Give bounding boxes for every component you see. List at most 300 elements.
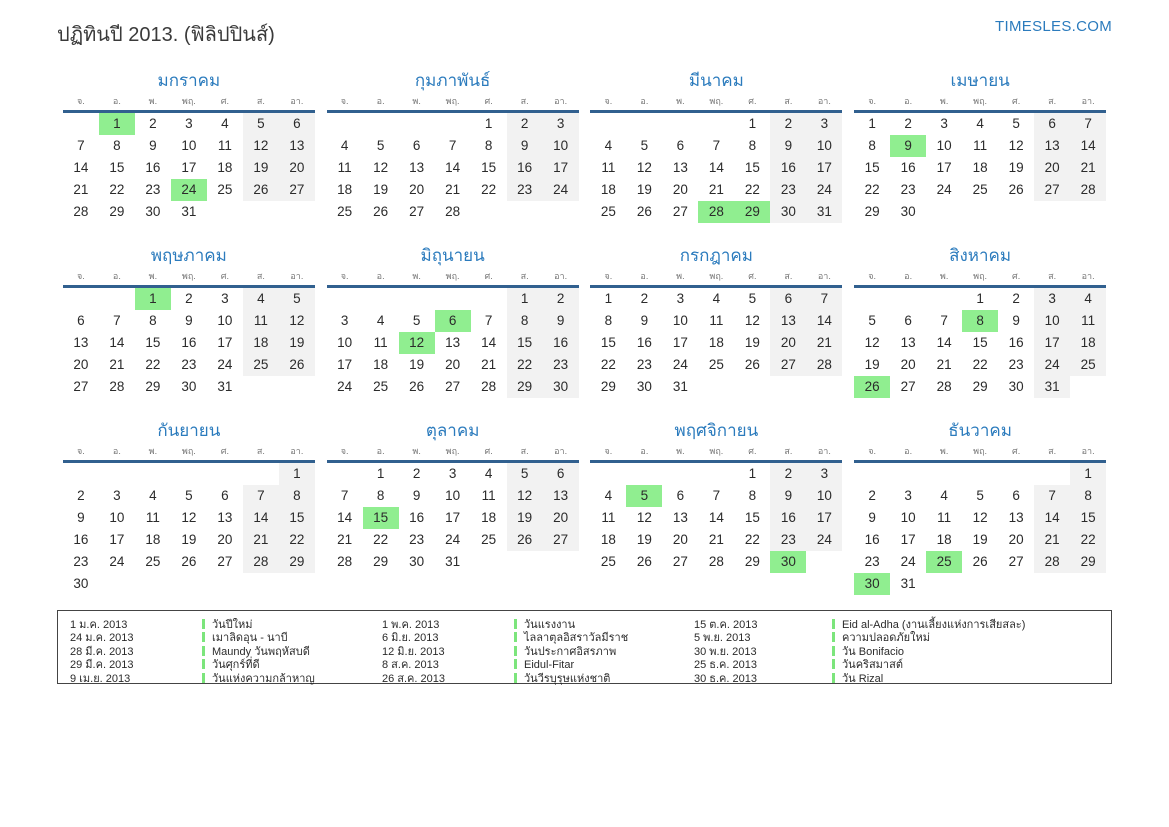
day-header-cell: พฤ. xyxy=(709,271,724,281)
day-header-cell: ศ. xyxy=(748,446,757,456)
date-cell: 14 xyxy=(337,510,353,525)
legend-date: 24 ม.ค. 2013 xyxy=(70,632,134,645)
date-cell: 23 xyxy=(770,529,806,551)
date-cell: 14 xyxy=(936,335,952,350)
date-cell: 4 xyxy=(243,288,279,310)
date-cell: 31 xyxy=(217,379,233,394)
date-cell: 3 xyxy=(221,291,229,306)
holiday-marker-icon xyxy=(514,619,517,629)
date-cell: 29 xyxy=(600,379,616,394)
holiday-date-cell: 6 xyxy=(435,310,471,332)
date-cell: 15 xyxy=(864,160,880,175)
day-header-cell: พ. xyxy=(676,446,685,456)
date-cell: 2 xyxy=(904,116,912,131)
holiday-date-cell: 30 xyxy=(770,551,806,573)
day-headers-row xyxy=(590,269,842,288)
date-cell: 10 xyxy=(543,135,579,157)
legend-entry xyxy=(514,659,694,672)
day-header-cell: ศ. xyxy=(220,271,229,281)
date-cell: 26 xyxy=(744,357,760,372)
date-cell: 11 xyxy=(973,138,988,153)
month-title: สิงหาคม xyxy=(949,246,1012,265)
site-link[interactable]: TIMESLES.COM xyxy=(995,18,1112,35)
date-cell: 25 xyxy=(708,357,724,372)
day-header-cell: จ. xyxy=(868,446,877,456)
date-cell: 18 xyxy=(373,357,389,372)
date-cell: 4 xyxy=(604,138,613,153)
months-grid xyxy=(57,70,1112,595)
dates-grid xyxy=(327,288,579,398)
date-cell: 2 xyxy=(507,113,543,135)
date-cell: 12 xyxy=(744,313,760,328)
date-cell: 22 xyxy=(744,532,760,547)
day-header-cell: จ. xyxy=(76,96,85,106)
date-cell: 9 xyxy=(868,510,876,525)
date-cell: 30 xyxy=(770,201,806,223)
date-cell: 3 xyxy=(543,113,579,135)
month-title: กันยายน xyxy=(157,421,221,440)
date-cell: 22 xyxy=(1070,529,1106,551)
date-cell: 26 xyxy=(279,354,315,376)
date-cell: 29 xyxy=(507,376,543,398)
empty-cell xyxy=(207,463,243,485)
day-header-cell: ส. xyxy=(520,96,529,106)
date-cell: 4 xyxy=(976,116,984,131)
day-header-cell: พ. xyxy=(148,271,158,281)
legend-date: 1 พ.ค. 2013 xyxy=(382,619,440,631)
day-header-cell: ศ. xyxy=(1012,446,1021,456)
date-cell: 5 xyxy=(185,488,193,503)
empty-cell xyxy=(698,463,734,485)
date-cell: 8 xyxy=(113,138,121,153)
date-cell: 24 xyxy=(806,529,842,551)
day-headers-row xyxy=(590,444,842,463)
date-cell: 23 xyxy=(73,554,89,569)
legend-entry xyxy=(514,619,694,632)
legend-name: วันปีใหม่ xyxy=(212,619,253,631)
dates-grid xyxy=(63,113,315,223)
date-cell: 19 xyxy=(243,157,279,179)
day-header-cell: ศ. xyxy=(220,96,229,106)
day-header-cell: พฤ. xyxy=(445,96,460,106)
date-cell: 12 xyxy=(636,160,652,175)
legend-entry xyxy=(832,619,1099,632)
date-cell: 9 xyxy=(412,488,421,503)
date-cell: 30 xyxy=(409,554,425,569)
day-headers-row xyxy=(327,269,579,288)
date-cell: 21 xyxy=(1070,157,1106,179)
date-cell: 16 xyxy=(770,157,806,179)
date-cell: 6 xyxy=(279,113,315,135)
date-cell: 4 xyxy=(149,488,157,503)
date-cell: 30 xyxy=(145,204,161,219)
legend-entry xyxy=(832,646,1099,659)
empty-cell xyxy=(399,113,435,135)
date-cell: 15 xyxy=(744,510,760,525)
legend-date: 25 ธ.ค. 2013 xyxy=(694,659,758,672)
day-header-cell: พฤ. xyxy=(445,446,460,456)
empty-cell xyxy=(890,463,926,485)
month-calendar xyxy=(590,245,842,420)
date-cell: 27 xyxy=(279,179,315,201)
legend-name: เมาลิดอุน - นาบี xyxy=(212,632,288,645)
date-cell: 13 xyxy=(672,160,688,175)
date-cell: 10 xyxy=(1034,310,1070,332)
date-cell: 14 xyxy=(806,310,842,332)
empty-cell xyxy=(626,113,662,135)
date-cell: 30 xyxy=(1008,379,1024,394)
date-cell: 16 xyxy=(409,510,425,525)
date-cell: 14 xyxy=(73,160,89,175)
date-cell: 18 xyxy=(217,160,233,175)
day-header-cell: ศ. xyxy=(1012,96,1021,106)
date-cell: 30 xyxy=(636,379,652,394)
date-cell: 7 xyxy=(712,138,721,153)
date-cell: 11 xyxy=(145,510,160,525)
date-cell: 13 xyxy=(279,135,315,157)
legend-date: 8 ส.ค. 2013 xyxy=(382,659,439,672)
legend-name: วันแรงงาน xyxy=(524,619,576,631)
date-cell: 18 xyxy=(936,532,952,547)
day-header-cell: อ. xyxy=(112,271,121,281)
date-cell: 25 xyxy=(145,554,161,569)
holiday-date-cell: 25 xyxy=(926,551,962,573)
legend-entry xyxy=(514,646,694,659)
legend-date: 5 พ.ย. 2013 xyxy=(694,632,751,645)
date-cell: 7 xyxy=(484,313,493,328)
date-cell: 12 xyxy=(507,485,543,507)
date-cell: 20 xyxy=(543,507,579,529)
date-cell: 12 xyxy=(972,510,988,525)
date-cell: 1 xyxy=(604,291,613,306)
date-cell: 29 xyxy=(972,379,988,394)
day-header-cell: ศ. xyxy=(484,96,493,106)
date-cell: 3 xyxy=(806,113,842,135)
holiday-marker-icon xyxy=(514,646,517,656)
date-cell: 28 xyxy=(445,204,461,219)
date-cell: 18 xyxy=(1070,332,1106,354)
empty-cell xyxy=(363,113,399,135)
holiday-date-cell: 1 xyxy=(135,288,171,310)
day-header-cell: ศ. xyxy=(484,446,493,456)
date-cell: 3 xyxy=(940,116,948,131)
date-cell: 26 xyxy=(1008,182,1024,197)
date-cell: 22 xyxy=(109,182,125,197)
day-header-cell: จ. xyxy=(76,271,85,281)
day-header-cell: จ. xyxy=(604,446,613,456)
date-cell: 22 xyxy=(373,532,389,547)
holiday-marker-icon xyxy=(202,673,205,683)
date-cell: 15 xyxy=(600,335,616,350)
day-header-cell: พ. xyxy=(412,271,421,281)
date-cell: 2 xyxy=(77,488,85,503)
date-cell: 17 xyxy=(936,160,952,175)
legend-date: 15 ต.ค. 2013 xyxy=(694,619,758,631)
day-header-cell: ส. xyxy=(1048,446,1057,456)
date-cell: 4 xyxy=(221,116,229,131)
date-cell: 7 xyxy=(77,138,85,153)
empty-cell xyxy=(63,463,99,485)
month-calendar xyxy=(854,70,1106,245)
legend-entry xyxy=(202,646,382,659)
date-cell: 10 xyxy=(337,335,353,350)
date-cell: 14 xyxy=(243,507,279,529)
date-cell: 25 xyxy=(373,379,389,394)
date-cell: 23 xyxy=(507,179,543,201)
date-cell: 12 xyxy=(279,310,315,332)
date-cell: 8 xyxy=(484,138,493,153)
month-title: มิถุนายน xyxy=(420,246,485,265)
date-cell: 5 xyxy=(412,313,421,328)
date-cell: 15 xyxy=(507,332,543,354)
date-cell: 21 xyxy=(445,182,461,197)
empty-cell xyxy=(1034,463,1070,485)
empty-cell xyxy=(399,288,435,310)
date-cell: 28 xyxy=(708,554,724,569)
day-headers-row xyxy=(327,94,579,113)
legend-name: วันศุกร์ที่ดี xyxy=(212,659,260,672)
date-cell: 13 xyxy=(770,310,806,332)
month-calendar xyxy=(63,420,315,595)
date-cell: 4 xyxy=(940,488,948,503)
day-header-cell: พ. xyxy=(412,96,421,106)
month-calendar xyxy=(63,245,315,420)
holiday-marker-icon xyxy=(202,632,205,642)
date-cell: 3 xyxy=(1034,288,1070,310)
empty-cell xyxy=(63,288,99,310)
date-cell: 17 xyxy=(109,532,125,547)
date-cell: 2 xyxy=(543,288,579,310)
date-cell: 10 xyxy=(181,138,197,153)
date-cell: 6 xyxy=(543,463,579,485)
empty-cell xyxy=(435,113,471,135)
holiday-date-cell: 15 xyxy=(363,507,399,529)
date-cell: 7 xyxy=(243,485,279,507)
date-cell: 22 xyxy=(481,182,497,197)
holiday-marker-icon xyxy=(202,619,205,629)
empty-cell xyxy=(435,288,471,310)
date-cell: 13 xyxy=(543,485,579,507)
day-headers-row xyxy=(854,444,1106,463)
empty-cell xyxy=(99,463,135,485)
day-header-cell: อ. xyxy=(112,446,121,456)
holiday-date-cell: 26 xyxy=(854,376,890,398)
date-cell: 11 xyxy=(709,313,724,328)
date-cell: 1 xyxy=(279,463,315,485)
month-title: ธันวาคม xyxy=(948,421,1012,440)
day-header-cell: อ. xyxy=(640,446,649,456)
date-cell: 9 xyxy=(770,485,806,507)
date-cell: 14 xyxy=(445,160,461,175)
date-cell: 8 xyxy=(149,313,157,328)
date-cell: 9 xyxy=(77,510,85,525)
date-cell: 20 xyxy=(672,182,688,197)
day-headers-row xyxy=(854,269,1106,288)
date-cell: 18 xyxy=(243,332,279,354)
holiday-marker-icon xyxy=(202,659,205,669)
day-header-cell: ส. xyxy=(784,96,793,106)
date-cell: 23 xyxy=(409,532,425,547)
date-cell: 12 xyxy=(243,135,279,157)
legend-name: วันประกาศอิสรภาพ xyxy=(524,645,617,658)
date-cell: 19 xyxy=(279,332,315,354)
date-cell: 8 xyxy=(279,485,315,507)
day-header-cell: ส. xyxy=(784,271,793,281)
legend-name: ไลลาตุลอิสราวัลมีราช xyxy=(524,632,629,645)
date-cell: 16 xyxy=(507,157,543,179)
month-title: พฤษภาคม xyxy=(150,246,227,265)
empty-cell xyxy=(590,113,626,135)
date-cell: 18 xyxy=(708,335,724,350)
date-cell: 19 xyxy=(972,532,988,547)
date-cell: 25 xyxy=(217,182,233,197)
date-cell: 8 xyxy=(604,313,613,328)
date-cell: 16 xyxy=(543,332,579,354)
day-header-cell: จ. xyxy=(868,96,877,106)
day-header-cell: จ. xyxy=(340,271,349,281)
date-cell: 7 xyxy=(806,288,842,310)
dates-grid xyxy=(854,113,1106,223)
day-header-cell: อา. xyxy=(554,271,568,281)
date-cell: 27 xyxy=(409,204,425,219)
date-cell: 20 xyxy=(279,157,315,179)
day-headers-row xyxy=(854,94,1106,113)
date-cell: 2 xyxy=(185,291,193,306)
empty-cell xyxy=(626,463,662,485)
month-title: มกราคม xyxy=(157,71,221,90)
date-cell: 6 xyxy=(676,488,685,503)
day-header-cell: อา. xyxy=(817,271,831,281)
date-cell: 21 xyxy=(708,182,724,197)
day-header-cell: ศ. xyxy=(748,271,757,281)
legend-date: 30 ธ.ค. 2013 xyxy=(694,672,758,685)
legend-box xyxy=(57,610,1112,684)
date-cell: 11 xyxy=(481,488,496,503)
date-cell: 1 xyxy=(748,116,757,131)
date-cell: 6 xyxy=(77,313,85,328)
date-cell: 19 xyxy=(373,182,389,197)
legend-name: วัน Rizal xyxy=(842,672,884,685)
day-header-cell: อา. xyxy=(554,96,568,106)
date-cell: 24 xyxy=(543,179,579,201)
month-title: พฤศจิกายน xyxy=(674,421,759,440)
date-cell: 26 xyxy=(636,204,652,219)
day-headers-row xyxy=(63,444,315,463)
date-cell: 29 xyxy=(145,379,161,394)
day-header-cell: ส. xyxy=(520,446,529,456)
date-cell: 19 xyxy=(636,182,652,197)
day-header-cell: อา. xyxy=(290,446,304,456)
date-cell: 2 xyxy=(149,116,157,131)
holiday-marker-icon xyxy=(514,632,517,642)
holiday-date-cell: 9 xyxy=(890,135,926,157)
day-header-cell: อา. xyxy=(817,446,831,456)
empty-cell xyxy=(890,288,926,310)
date-cell: 17 xyxy=(445,510,461,525)
date-cell: 27 xyxy=(73,379,89,394)
date-cell: 24 xyxy=(1034,354,1070,376)
empty-cell xyxy=(327,288,363,310)
dates-grid xyxy=(590,113,842,223)
date-cell: 15 xyxy=(145,335,161,350)
day-header-cell: อา. xyxy=(1081,271,1095,281)
legend-entry xyxy=(202,632,382,645)
legend-entry xyxy=(832,673,1099,686)
date-cell: 1 xyxy=(484,116,493,131)
date-cell: 12 xyxy=(864,335,880,350)
date-cell: 28 xyxy=(337,554,353,569)
date-cell: 1 xyxy=(976,291,984,306)
day-header-cell: พ. xyxy=(939,446,949,456)
date-cell: 5 xyxy=(279,288,315,310)
legend-date: 28 มี.ค. 2013 xyxy=(70,645,134,658)
day-header-cell: อ. xyxy=(376,446,385,456)
dates-grid xyxy=(590,463,842,573)
date-cell: 17 xyxy=(806,157,842,179)
legend-entry xyxy=(832,632,1099,645)
month-calendar xyxy=(854,245,1106,420)
date-cell: 23 xyxy=(181,357,197,372)
date-cell: 15 xyxy=(279,507,315,529)
date-cell: 5 xyxy=(376,138,385,153)
date-cell: 26 xyxy=(507,529,543,551)
date-cell: 22 xyxy=(864,182,880,197)
date-cell: 31 xyxy=(806,201,842,223)
empty-cell xyxy=(662,463,698,485)
date-cell: 5 xyxy=(1012,116,1020,131)
date-cell: 24 xyxy=(445,532,461,547)
date-cell: 11 xyxy=(1070,310,1106,332)
date-cell: 26 xyxy=(636,554,652,569)
date-cell: 13 xyxy=(445,335,461,350)
day-header-cell: ศ. xyxy=(484,271,493,281)
empty-cell xyxy=(962,463,998,485)
date-cell: 29 xyxy=(373,554,389,569)
date-cell: 31 xyxy=(900,576,916,591)
date-cell: 11 xyxy=(373,335,388,350)
month-calendar xyxy=(327,245,579,420)
date-cell: 5 xyxy=(748,291,757,306)
day-header-cell: พฤ. xyxy=(181,446,196,456)
date-cell: 25 xyxy=(600,554,616,569)
legend-date: 9 เม.ย. 2013 xyxy=(70,672,131,685)
date-cell: 28 xyxy=(73,204,89,219)
date-cell: 14 xyxy=(1070,135,1106,157)
date-cell: 26 xyxy=(373,204,389,219)
date-cell: 16 xyxy=(73,532,89,547)
date-cell: 6 xyxy=(676,138,685,153)
day-header-cell: อ. xyxy=(376,96,385,106)
date-cell: 20 xyxy=(672,532,688,547)
month-title: มีนาคม xyxy=(688,71,744,90)
date-cell: 27 xyxy=(770,354,806,376)
date-cell: 20 xyxy=(73,357,89,372)
date-cell: 29 xyxy=(109,204,125,219)
day-header-cell: อ. xyxy=(640,96,649,106)
holiday-date-cell: 8 xyxy=(962,310,998,332)
date-cell: 13 xyxy=(409,160,425,175)
date-cell: 10 xyxy=(217,313,233,328)
date-cell: 27 xyxy=(1008,554,1024,569)
date-cell: 27 xyxy=(1034,179,1070,201)
day-header-cell: พฤ. xyxy=(709,446,724,456)
holiday-marker-icon xyxy=(832,632,835,642)
day-headers-row xyxy=(63,269,315,288)
day-header-cell: ส. xyxy=(1048,96,1057,106)
date-cell: 2 xyxy=(770,463,806,485)
empty-cell xyxy=(135,463,171,485)
day-header-cell: อา. xyxy=(817,96,831,106)
